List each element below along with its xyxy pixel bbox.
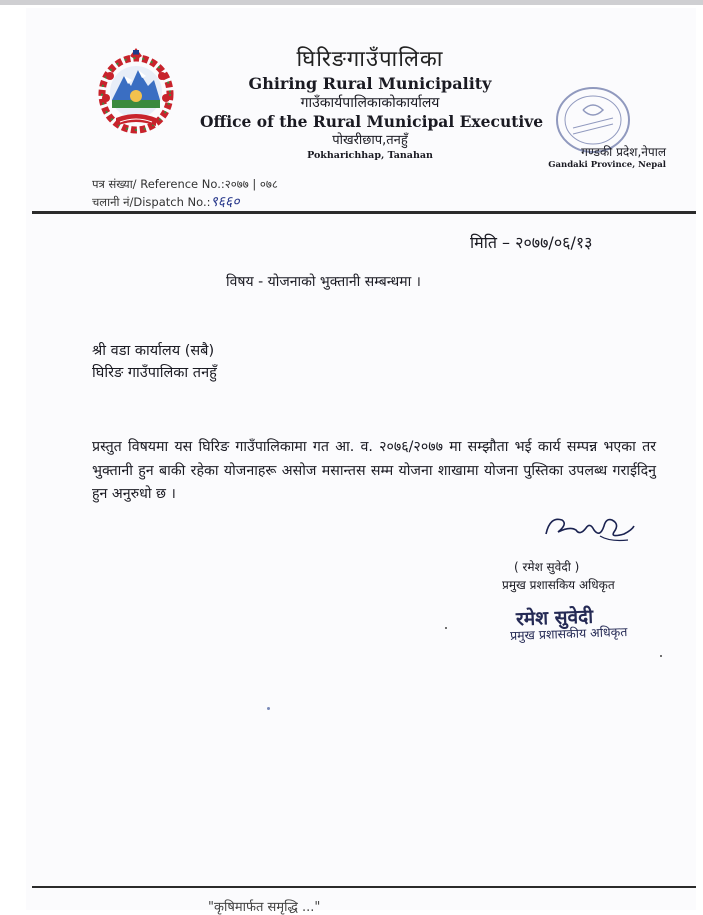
addressee-block <box>92 340 217 384</box>
province-block <box>536 143 666 170</box>
letter-date: मिति – २०७७/०६/१३ <box>470 233 593 252</box>
dispatch-value: ९६६० <box>210 194 240 210</box>
office-name-np: गाउँकार्यपालिकाकोकार्यालय <box>300 95 440 111</box>
scan-speck <box>445 627 447 629</box>
letterhead <box>200 46 544 162</box>
address-en: Pokharichhap, Tanahan <box>307 150 433 161</box>
scan-speck <box>267 707 270 710</box>
stamp-name: रमेश सुवेदी <box>515 605 594 631</box>
reference-label: पत्र संख्या/ Reference No.: <box>92 177 225 191</box>
signature-icon <box>540 506 640 548</box>
footer-divider <box>32 886 696 888</box>
scan-speck <box>660 655 662 657</box>
dispatch-label: चलानी नं/Dispatch No.: <box>92 195 211 209</box>
province-en: Gandaki Province, Nepal <box>548 160 666 170</box>
stamp-title: प्रमुख प्रशासकीय अधिकृत <box>509 623 628 644</box>
addressee-line-2: घिरिङ गाउँपालिका तनहुँ <box>92 365 217 381</box>
letter-subject: विषय - योजनाको भुक्तानी सम्बन्धमा । <box>226 274 421 290</box>
reference-block <box>92 175 278 211</box>
letter-body: प्रस्तुत विषयमा यस घिरिङ गाउँपालिकामा गत आ. व. २०७६/२०७७ मा सम्झौता भई कार्य सम्पन्न भएका तर भुक्तानी हुन बाकी रहेका योजनाहरू असोज मसान्तस सम्म योजना शाखामा योजना पुस्तिका उपलब्ध गराईदिनु हुन अनुरुधो छ । <box>92 439 656 502</box>
scan-edge <box>0 0 703 5</box>
province-np: गण्डकी प्रदेश,नेपाल <box>581 145 666 159</box>
dispatch-line <box>92 193 278 211</box>
municipality-name-np: घिरिङगाउँपालिका <box>296 47 444 72</box>
nepal-emblem-icon <box>98 46 174 142</box>
office-name-en: Office of the Rural Municipal Executive <box>200 112 544 131</box>
reference-line <box>92 175 278 193</box>
footer-motto: "कृषिमार्फत समृद्धि ..." <box>208 900 321 915</box>
addressee-line-1: श्री वडा कार्यालय (सबै) <box>92 343 215 359</box>
reference-value: २०७७ | ०७८ <box>224 177 278 191</box>
municipality-name-en: Ghiring Rural Municipality <box>248 74 492 93</box>
signatory-name: ( रमेश सुवेदी ) <box>514 560 580 574</box>
header-divider <box>32 211 696 214</box>
signatory-title: प्रमुख प्रशासकिय अधिकृत <box>502 578 615 592</box>
address-np: पोखरीछाप,तनहुँ <box>332 133 408 148</box>
